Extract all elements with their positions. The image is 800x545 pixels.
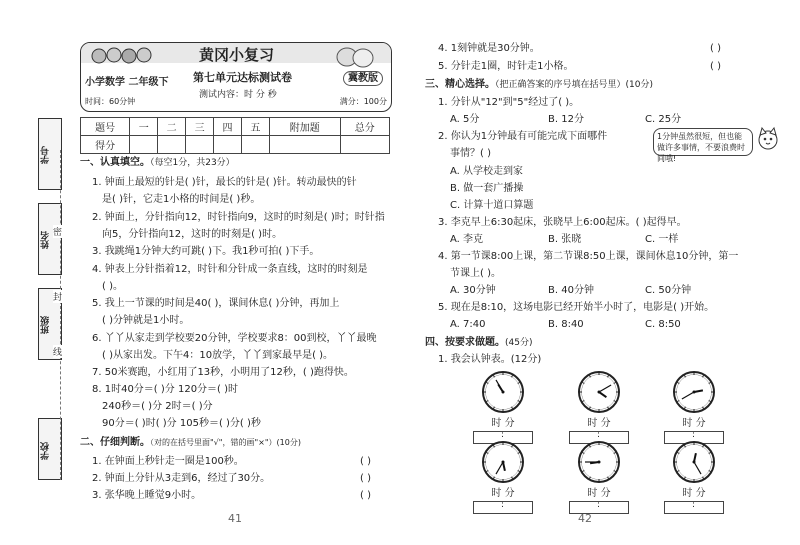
s3-q4b: 节课上( )。 xyxy=(450,268,501,279)
score-table xyxy=(80,117,390,154)
right-page-number: 42 xyxy=(578,512,592,525)
score-cell: 一 xyxy=(130,118,158,136)
score-input-cell[interactable] xyxy=(186,136,214,154)
section2-heading-line xyxy=(80,436,301,449)
section1-note: （每空1分，共23分） xyxy=(150,158,235,168)
left-page-number: 41 xyxy=(228,512,242,525)
s1-line-7: ( )。 xyxy=(102,281,123,292)
cat-mascot-icon xyxy=(755,126,781,152)
s1-line-11: ( )从家出发。下午4：10放学，丫丫到家最早是( )。 xyxy=(102,350,334,361)
s1-line-1: 1. 钟面上最短的针是( )针，最长的针是( )针。转动最快的针 xyxy=(92,177,357,188)
clock-item xyxy=(663,440,725,514)
binding-strip xyxy=(18,118,51,478)
clock-face-icon xyxy=(481,370,525,414)
clock-answer-label[interactable]: 时 分 xyxy=(682,488,706,499)
s3-q2-opt-c[interactable]: C. 计算十道口算题 xyxy=(450,200,534,211)
student-id-label: 学号 xyxy=(41,146,51,164)
s2-bracket-3[interactable]: ( ) xyxy=(360,490,371,501)
s1-line-6: 4. 钟表上分针指着12，时针和分针成一条直线，这时的时刻是 xyxy=(92,264,368,275)
clock-item xyxy=(568,440,630,514)
speech-bubble: 1分钟虽然很短，但也能做许多事情，不要浪费时间哦! xyxy=(653,128,753,156)
balloon-icon xyxy=(333,47,377,69)
s3-q3-opt-b[interactable]: B. 张晓 xyxy=(548,234,582,245)
s2-item-2: 2. 钟面上分针从3走到6，经过了30分。 xyxy=(92,473,271,484)
s2-bracket-4[interactable]: ( ) xyxy=(710,43,721,54)
full-score: 满分：100分 xyxy=(339,97,387,106)
clock-answer-label[interactable]: 时 分 xyxy=(682,418,706,429)
s1-line-4: 向5，分针指向12，这时的时刻是( )时。 xyxy=(102,229,283,240)
seal-char-feng: 封 xyxy=(53,290,62,303)
s2-item-3: 3. 张华晚上睡觉9小时。 xyxy=(92,490,202,501)
s3-q2-opt-a[interactable]: A. 从学校走到家 xyxy=(450,166,524,177)
section1-heading: 一、认真填空。 xyxy=(80,157,150,168)
s3-q1-opt-a[interactable]: A. 5分 xyxy=(450,114,480,125)
school-box xyxy=(38,418,62,480)
s3-q5-opt-c[interactable]: C. 8:50 xyxy=(645,319,681,330)
digital-time-box[interactable] xyxy=(473,501,533,514)
s3-q4-opt-a[interactable]: A. 30分钟 xyxy=(450,285,496,296)
s4-q1: 1. 我会认钟表。(12分) xyxy=(438,354,542,365)
score-cell: 题号 xyxy=(81,118,130,136)
clock-face-icon xyxy=(672,440,716,484)
s2-item-5: 5. 分针走1圈，时针走1小格。 xyxy=(438,61,574,72)
section4-heading-line xyxy=(425,336,532,350)
s3-q2b: 事情？( ) xyxy=(450,148,491,159)
s2-bracket-2[interactable]: ( ) xyxy=(360,473,371,484)
clock-answer-label[interactable]: 时 分 xyxy=(491,488,515,499)
s2-bracket-1[interactable]: ( ) xyxy=(360,456,371,467)
score-input-cell[interactable] xyxy=(241,136,269,154)
s1-line-3: 2. 钟面上，分针指向12，时针指向9，这时的时刻是( )时；时针指 xyxy=(92,212,385,223)
score-cell: 四 xyxy=(214,118,242,136)
digital-colon: : xyxy=(597,430,601,440)
seal-char-xian: 线 xyxy=(53,345,62,358)
children-illustration xyxy=(89,45,159,67)
score-input-cell[interactable] xyxy=(269,136,340,154)
s3-q2-opt-b[interactable]: B. 做一套广播操 xyxy=(450,183,524,194)
edition-badge: 冀教版 xyxy=(343,71,383,86)
clock-item xyxy=(472,370,534,444)
score-cell: 二 xyxy=(158,118,186,136)
s3-q5-opt-b[interactable]: B. 8:40 xyxy=(548,319,584,330)
section3-heading-line xyxy=(425,78,653,92)
cut-line xyxy=(60,150,61,480)
s3-q5: 5. 现在是8:10，这场电影已经开始半小时了，电影是( )开始。 xyxy=(438,302,715,313)
test-content: 测试内容：时 分 秒 xyxy=(199,90,277,100)
s3-q3-opt-a[interactable]: A. 李克 xyxy=(450,234,484,245)
time-limit: 时间：60分钟 xyxy=(85,97,136,106)
logo-text: 黄冈小复习 xyxy=(199,46,275,64)
s3-q5-opt-a[interactable]: A. 7:40 xyxy=(450,319,486,330)
s1-line-8: 5. 我上一节课的时间是40( )，课间休息( )分钟，再加上 xyxy=(92,298,340,309)
score-table-score-row xyxy=(81,136,390,154)
s3-q3-opt-c[interactable]: C. 一样 xyxy=(645,234,679,245)
clock-answer-label[interactable]: 时 分 xyxy=(587,488,611,499)
s1-line-10: 6. 丫丫从家走到学校要20分钟，学校要求8：00到校，丫丫最晚 xyxy=(92,333,377,344)
s3-q2: 2. 你认为1分钟最有可能完成下面哪件 xyxy=(438,131,608,142)
clock-face-icon xyxy=(577,370,621,414)
s1-line-5: 3. 我跳绳1分钟大约可跳( )下。我1秒可拍( )下手。 xyxy=(92,246,320,257)
exam-title: 第七单元达标测试卷 xyxy=(193,71,292,84)
clock-item xyxy=(568,370,630,444)
s1-line-9: ( )分钟就是1小时。 xyxy=(102,315,190,326)
s3-q1-opt-c[interactable]: C. 25分 xyxy=(645,114,682,125)
student-id-box xyxy=(38,118,62,190)
clock-face-icon xyxy=(672,370,716,414)
s2-item-1: 1. 在钟面上秒针走一圈是100秒。 xyxy=(92,456,244,467)
s2-bracket-5[interactable]: ( ) xyxy=(710,61,721,72)
score-cell: 总分 xyxy=(340,118,389,136)
clock-item xyxy=(472,440,534,514)
section4-note: (45分) xyxy=(505,338,533,348)
digital-time-box[interactable] xyxy=(664,501,724,514)
section2-note: （对的在括号里面"√"，错的画"×"）(10分) xyxy=(150,438,301,447)
score-row-label: 得分 xyxy=(81,136,130,154)
section4-heading: 四、按要求做题。 xyxy=(425,337,505,348)
score-cell: 五 xyxy=(241,118,269,136)
section3-heading: 三、精心选择。 xyxy=(425,79,495,90)
score-cell: 附加题 xyxy=(269,118,340,136)
name-label: 姓名 xyxy=(41,231,51,249)
score-input-cell[interactable] xyxy=(158,136,186,154)
clock-answer-label[interactable]: 时 分 xyxy=(587,418,611,429)
clock-item xyxy=(663,370,725,444)
s1-line-2: 是( )针，它走1小格的时间是( )秒。 xyxy=(102,194,261,205)
section3-note: （把正确答案的序号填在括号里）(10分) xyxy=(495,80,653,90)
school-label: 学校 xyxy=(41,442,51,460)
exam-header xyxy=(80,42,392,112)
s3-q3: 3. 李克早上6:30起床，张晓早上6:00起床。( )起得早。 xyxy=(438,217,687,228)
s3-q4-opt-b[interactable]: B. 40分钟 xyxy=(548,285,594,296)
clock-face-icon xyxy=(481,440,525,484)
digital-colon: : xyxy=(597,500,601,510)
digital-colon: : xyxy=(501,500,505,510)
clock-face-icon xyxy=(577,440,621,484)
score-input-cell[interactable] xyxy=(340,136,389,154)
s3-q1-opt-b[interactable]: B. 12分 xyxy=(548,114,584,125)
score-table-header-row xyxy=(81,118,390,136)
digital-colon: : xyxy=(501,430,505,440)
section2-heading: 二、仔细判断。 xyxy=(80,437,150,448)
score-input-cell[interactable] xyxy=(130,136,158,154)
s3-q1: 1. 分针从"12"到"5"经过了( )。 xyxy=(438,97,580,108)
seal-char-mi: 密 xyxy=(53,225,62,238)
s1-line-15: 90分＝( )时( )分 105秒＝( )分( )秒 xyxy=(102,418,261,429)
s3-q4-opt-c[interactable]: C. 50分钟 xyxy=(645,285,692,296)
digital-colon: : xyxy=(692,500,696,510)
score-input-cell[interactable] xyxy=(214,136,242,154)
score-cell: 三 xyxy=(186,118,214,136)
s1-line-12: 7. 50米赛跑，小红用了13秒，小明用了12秒，( )跑得快。 xyxy=(92,367,354,378)
clock-answer-label[interactable]: 时 分 xyxy=(491,418,515,429)
s2-item-4: 4. 1刻钟就是30分钟。 xyxy=(438,43,540,54)
s3-q4: 4. 第一节课8:00上课，第二节课8:50上课，课间休息10分钟，第一 xyxy=(438,251,739,262)
class-label: 班级 xyxy=(41,316,51,334)
subject-label: 小学数学 二年级下 xyxy=(85,77,169,88)
digital-colon: : xyxy=(692,430,696,440)
section1-heading-line xyxy=(80,156,235,170)
name-box xyxy=(38,203,62,275)
s1-line-13: 8. 1时40分＝( )分 120分＝( )时 xyxy=(92,384,239,395)
s1-line-14: 240秒＝( )分 2时＝( )分 xyxy=(102,401,213,412)
